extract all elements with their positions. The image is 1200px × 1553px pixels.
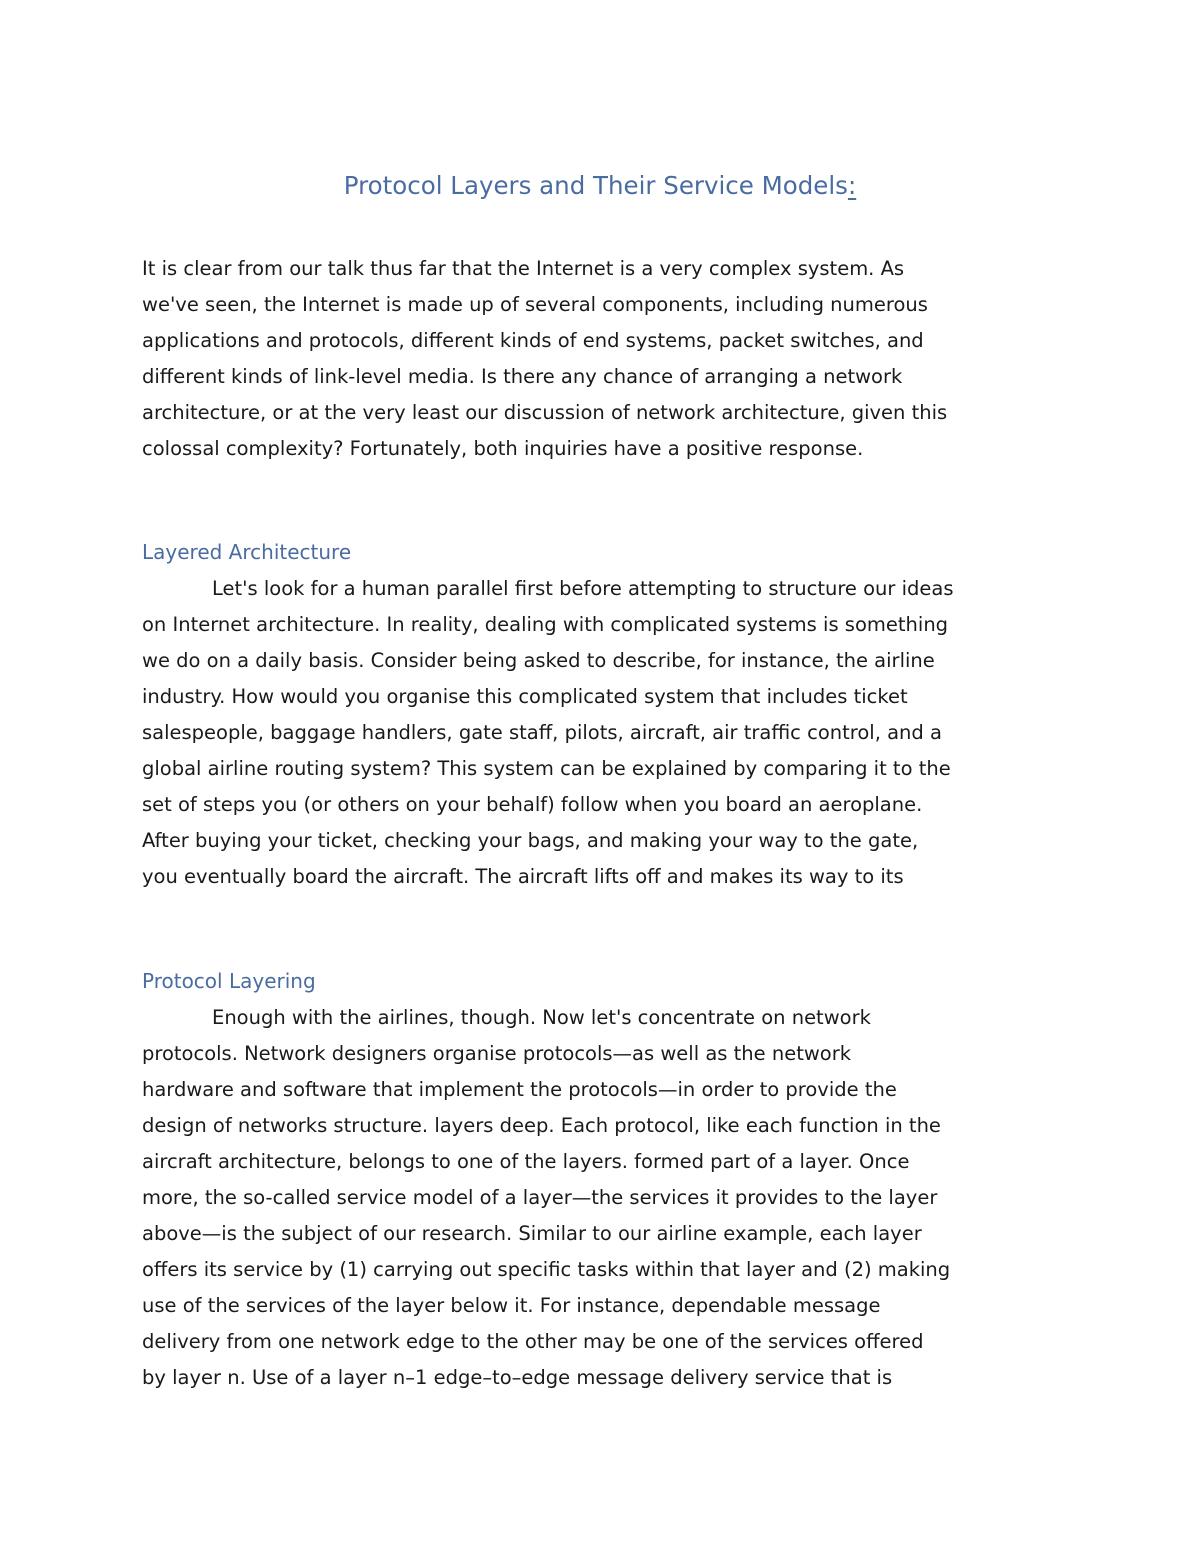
intro-line: It is clear from our talk thus far that the Internet is a very complex system. As	[142, 257, 905, 280]
section-line: global airline routing system? This system can be explained by comparing it to the	[142, 757, 951, 780]
section-line: by layer n. Use of a layer n–1 edge–to–edge message delivery service that is	[142, 1366, 893, 1389]
document-title-colon: :	[847, 171, 857, 200]
section-line: design of networks structure. layers deep. Each protocol, like each function in the	[142, 1114, 941, 1137]
section-line: use of the services of the layer below it. For instance, dependable message	[142, 1294, 881, 1317]
intro-line: we've seen, the Internet is made up of several components, including numerous	[142, 293, 928, 316]
section-line: aircraft architecture, belongs to one of the layers. formed part of a layer. Once	[142, 1150, 910, 1173]
section-heading-protocol-layering: Protocol Layering	[142, 969, 316, 993]
section-line: offers its service by (1) carrying out specific tasks within that layer and (2) making	[142, 1258, 951, 1281]
section-line: above—is the subject of our research. Similar to our airline example, each layer	[142, 1222, 922, 1245]
section-line: set of steps you (or others on your behalf) follow when you board an aeroplane.	[142, 793, 923, 816]
section-line: more, the so-called service model of a layer—the services it provides to the layer	[142, 1186, 938, 1209]
section-line: delivery from one network edge to the other may be one of the services offered	[142, 1330, 924, 1353]
section-line: After buying your ticket, checking your bags, and making your way to the gate,	[142, 829, 919, 852]
document-title	[0, 166, 1200, 206]
section-line: protocols. Network designers organise protocols—as well as the network	[142, 1042, 852, 1065]
intro-line: architecture, or at the very least our discussion of network architecture, given this	[142, 401, 948, 424]
section-line: Let's look for a human parallel first before attempting to structure our ideas	[212, 577, 954, 600]
section-line: we do on a daily basis. Consider being asked to describe, for instance, the airline	[142, 649, 935, 672]
document-title-text: Protocol Layers and Their Service Models	[343, 171, 848, 200]
intro-line: applications and protocols, different kinds of end systems, packet switches, and	[142, 329, 924, 352]
section-line: on Internet architecture. In reality, dealing with complicated systems is something	[142, 613, 949, 636]
section-heading-layered-architecture: Layered Architecture	[142, 540, 352, 564]
intro-line: different kinds of link-level media. Is there any chance of arranging a network	[142, 365, 903, 388]
section-line: salespeople, baggage handlers, gate staff, pilots, aircraft, air traffic control, and a	[142, 721, 942, 744]
section-line: hardware and software that implement the protocols—in order to provide the	[142, 1078, 897, 1101]
intro-line: colossal complexity? Fortunately, both inquiries have a positive response.	[142, 437, 864, 460]
section-line: you eventually board the aircraft. The aircraft lifts off and makes its way to its	[142, 865, 904, 888]
section-line: industry. How would you organise this complicated system that includes ticket	[142, 685, 908, 708]
section-line: Enough with the airlines, though. Now let's concentrate on network	[212, 1006, 871, 1029]
